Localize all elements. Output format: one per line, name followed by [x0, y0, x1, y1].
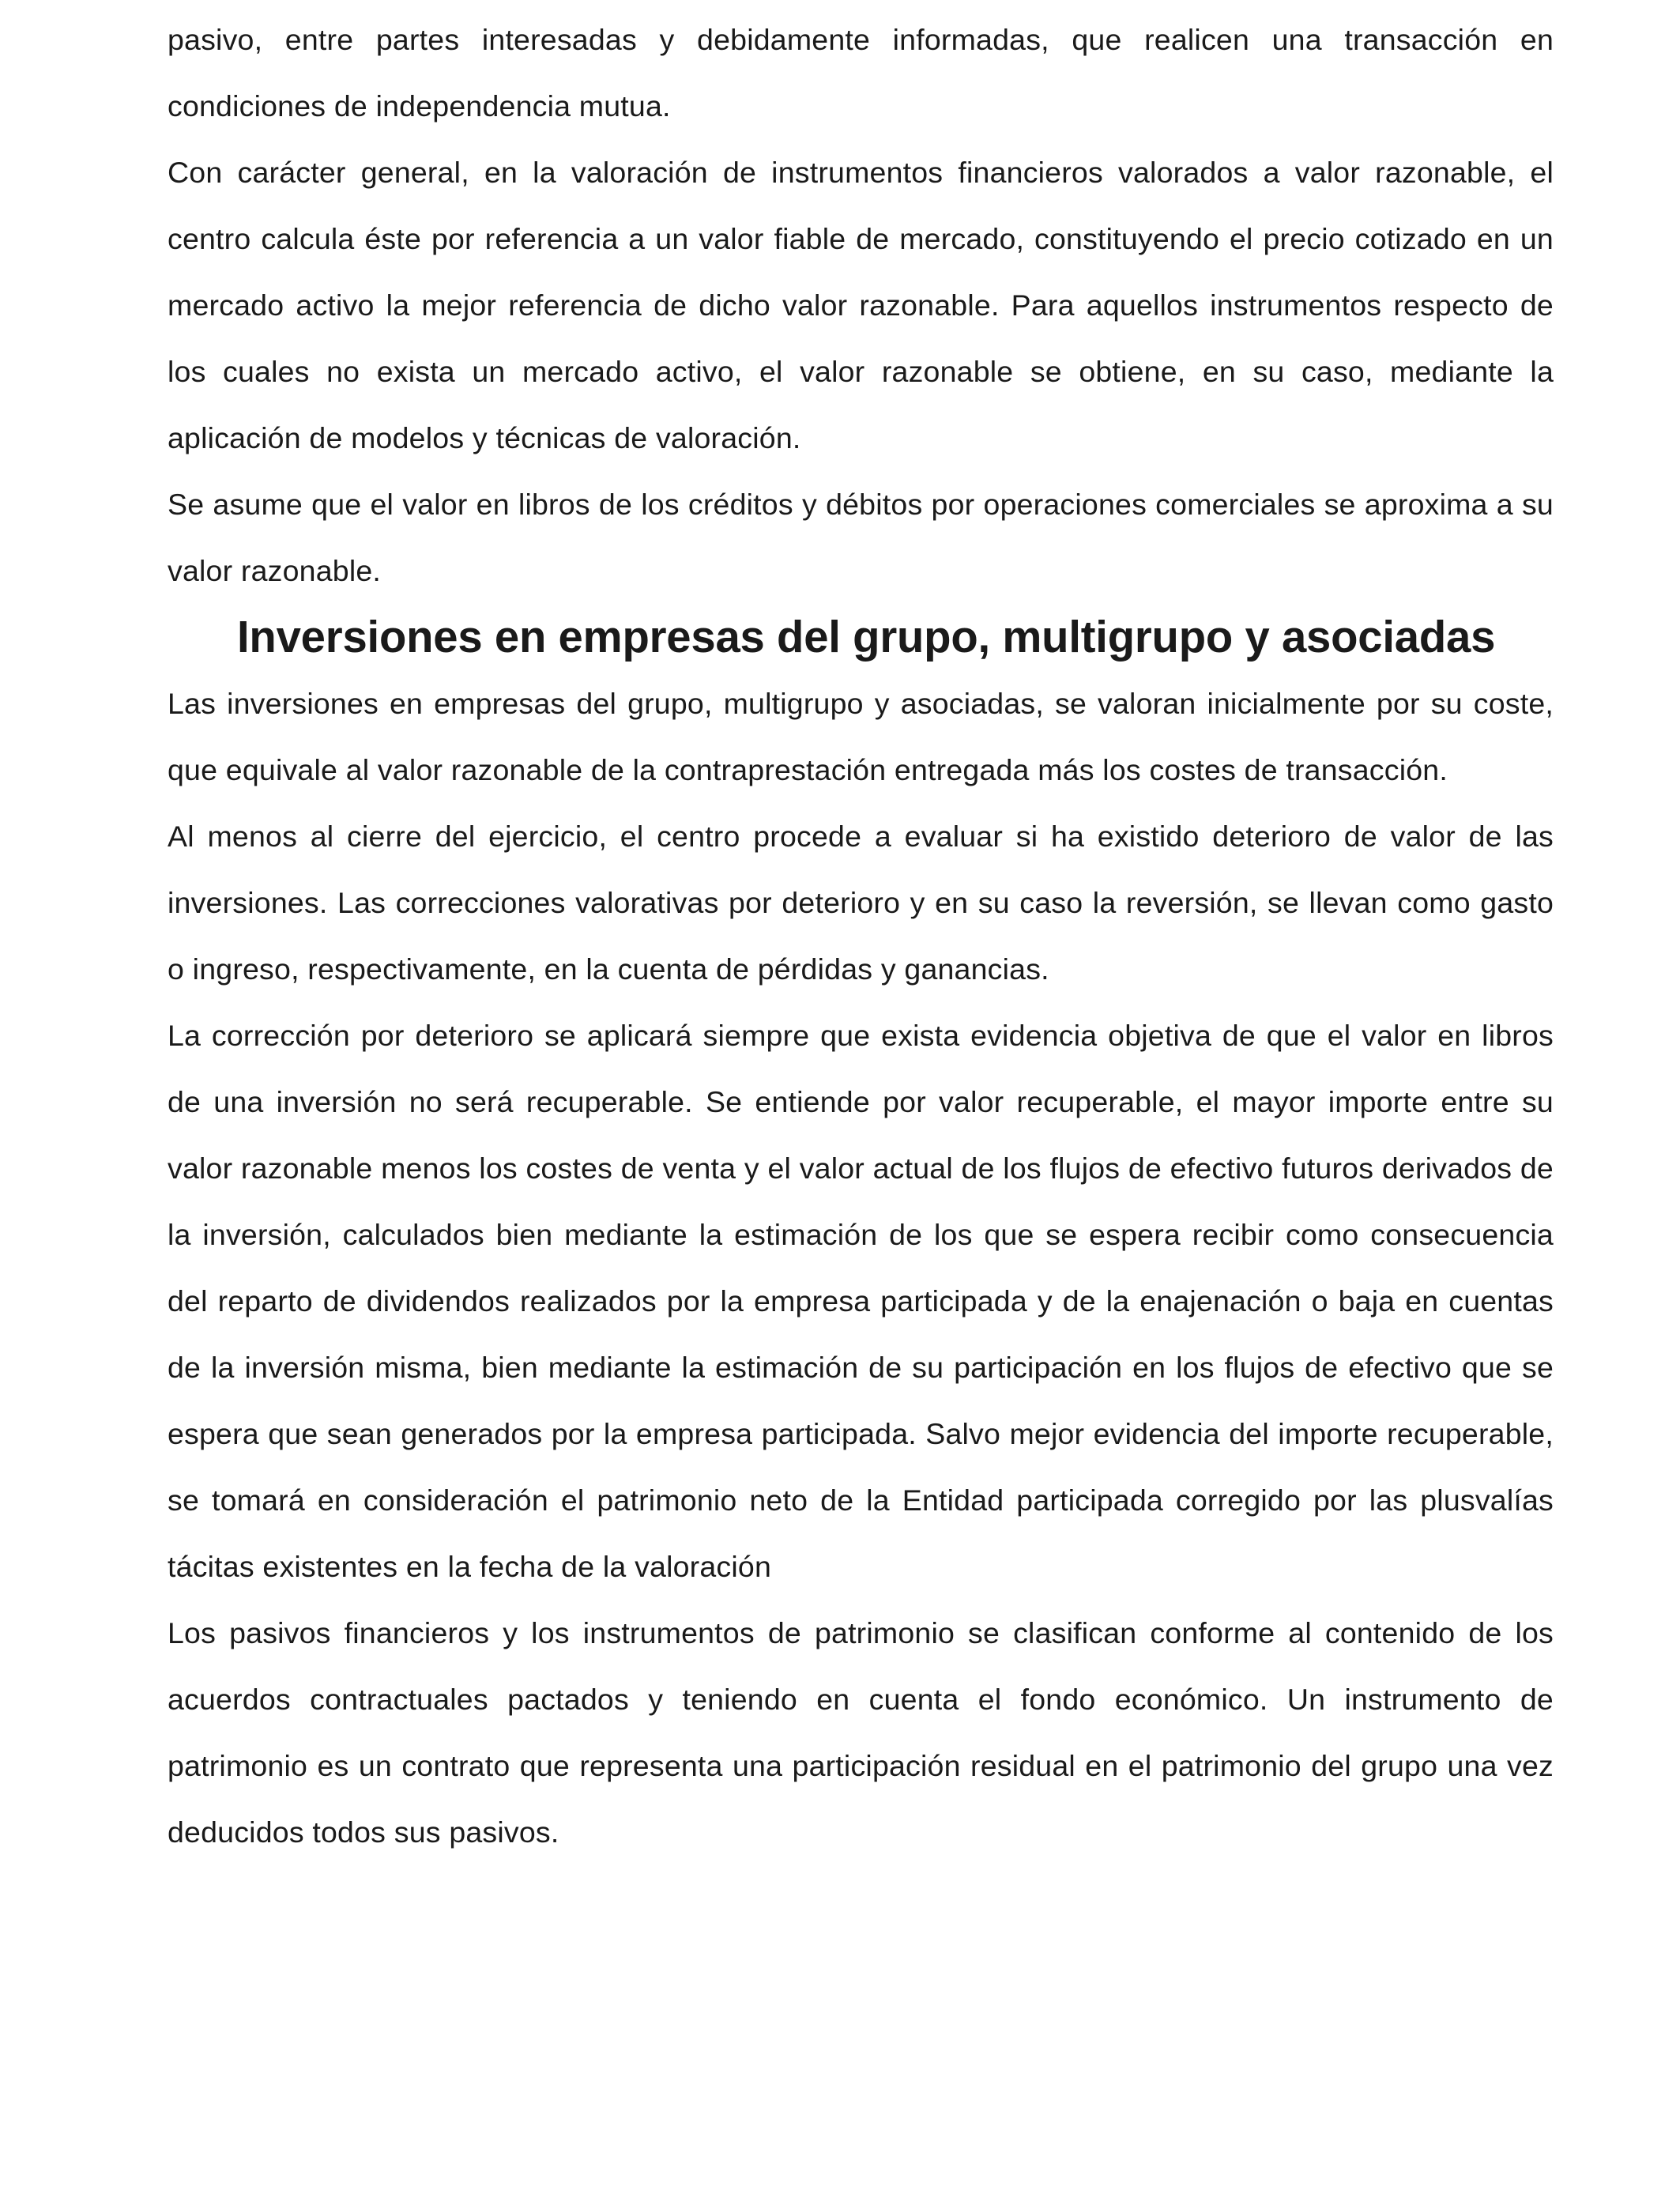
paragraph-financial-liabilities: Los pasivos financieros y los instrumentos de patrimonio se clasifican conforme al contenido de los acuerdos contractuales pactados y teniendo en cuenta el fondo económico. Un instrumento de patrimonio es un contrato que representa una participación residual en el patrimonio del grupo una vez deducidos todos sus pasivos. [168, 1616, 1554, 1849]
document-page [168, 6, 1554, 1865]
paragraph-fair-value-calculation: Con carácter general, en la valoración de instrumentos financieros valorados a valor razonable, el centro calcula éste por referencia a un valor fiable de mercado, constituyendo el precio cotizado en un mercado activo la mejor referencia de dicho valor razonable. Para aquellos instrumentos respecto de los cuales no exista un mercado activo, el valor razonable se obtiene, en su caso, mediante la aplicación de modelos y técnicas de valoración. [168, 156, 1554, 454]
paragraph-initial-valuation: Las inversiones en empresas del grupo, multigrupo y asociadas, se valoran inicialmente por su coste, que equivale al valor razonable de la contraprestación entregada más los costes de transacción. [168, 687, 1554, 786]
paragraph-impairment-evaluation: Al menos al cierre del ejercicio, el centro procede a evaluar si ha existido deterioro de valor de las inversiones. Las correcciones valorativas por deterioro y en su caso la reversión, se llevan como gasto o ingreso, respectivamente, en la cuenta de pérdidas y ganancias. [168, 820, 1554, 986]
paragraph-book-value: Se asume que el valor en libros de los créditos y débitos por operaciones comerciales se aproxima a su valor razonable. [168, 488, 1554, 587]
paragraph-impairment-correction: La corrección por deterioro se aplicará siempre que exista evidencia objetiva de que el valor en libros de una inversión no será recuperable. Se entiende por valor recuperable, el mayor importe entre su valor razonable menos los costes de venta y el valor actual de los flujos de efectivo futuros derivados de la inversión, calculados bien mediante la estimación de los que se espera recibir como consecuencia del reparto de dividendos realizados por la empresa participada y de la enajenación o baja en cuentas de la inversión misma, bien mediante la estimación de su participación en los flujos de efectivo que se espera que sean generados por la empresa participada. Salvo mejor evidencia del importe recuperable, se tomará en consideración el patrimonio neto de la Entidad participada corregido por las plusvalías tácitas existentes en la fecha de la valoración [168, 1019, 1554, 1583]
section-heading-group-investments: Inversiones en empresas del grupo, multigrupo y asociadas [237, 612, 1496, 662]
paragraph-fair-value-definition: pasivo, entre partes interesadas y debidamente informadas, que realicen una transacción en condiciones de independencia mutua. [168, 23, 1554, 123]
